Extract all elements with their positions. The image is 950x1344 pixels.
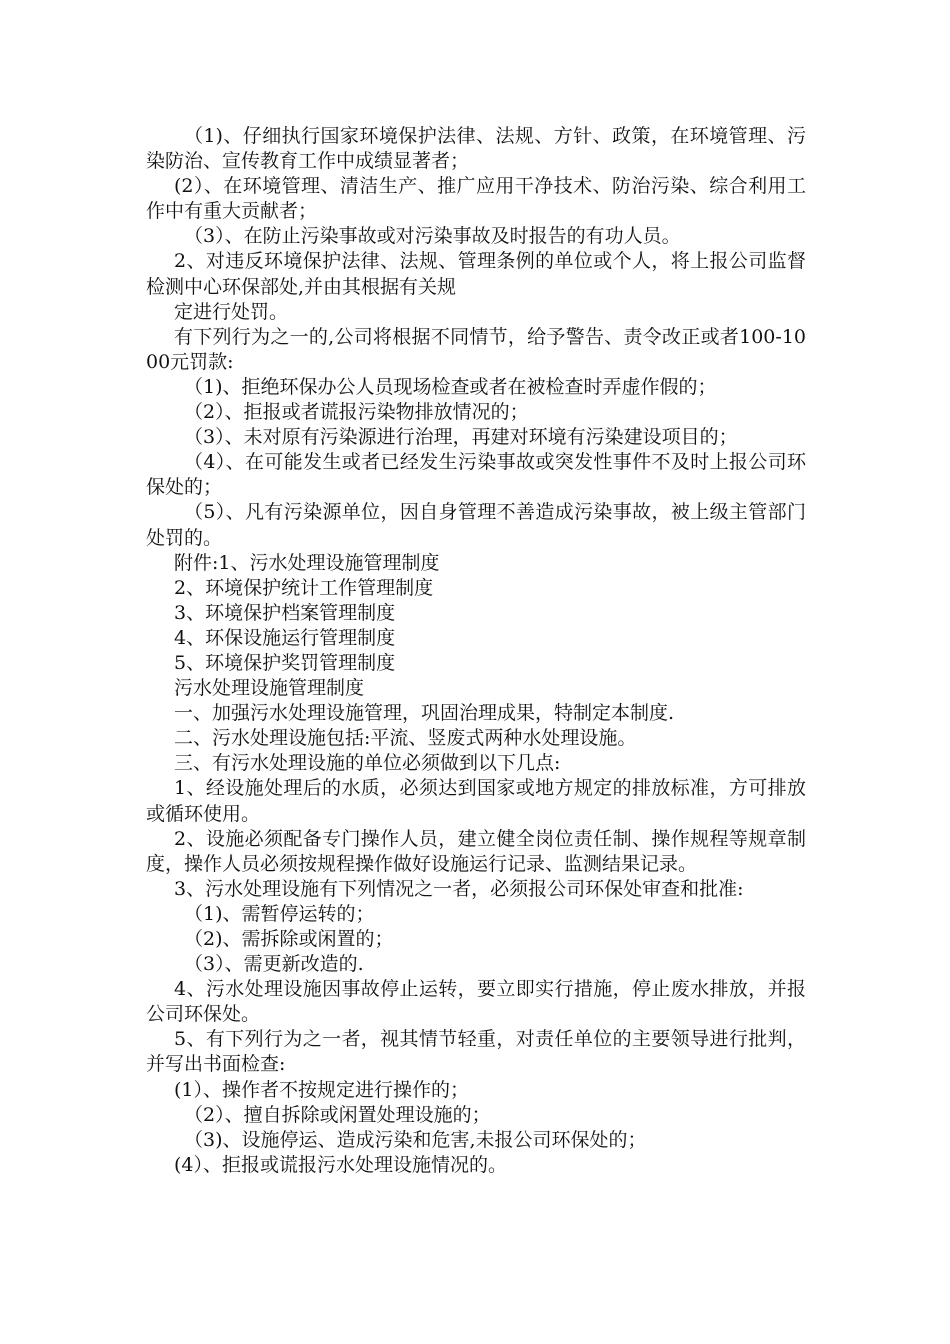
paragraph: 附件:1、污水处理设施管理制度 [174, 551, 440, 574]
paragraph: 3、环境保护档案管理制度 [174, 601, 396, 624]
paragraph: （2）、擅自拆除或闲置处理设施的； [184, 1103, 491, 1126]
paragraph: 2、对违反环境保护法律、法规、管理条例的单位或个人，将上报公司监督检测中心环保部处,并由其根据有关规 [146, 250, 806, 298]
paragraph: 4、环保设施运行管理制度 [174, 626, 396, 649]
paragraph: （2)、需拆除或闲置的； [184, 928, 394, 950]
paragraph: 2、设施必须配备专门操作人员，建立健全岗位责任制、操作规程等规章制度，操作人员必须按规程操作做好设施运行记录、监测结果记录。 [146, 827, 806, 875]
paragraph: 二、污水处理设施包括:平流、竖废式两种水处理设施。 [174, 727, 637, 750]
paragraph: 1、经设施处理后的水质，必须达到国家或地方规定的排放标准，方可排放或循环使用。 [146, 777, 806, 825]
paragraph: 污水处理设施管理制度 [174, 677, 365, 700]
paragraph: （5）、凡有污染源单位，因自身管理不善造成污染事故，被上级主管部门处罚的。 [146, 501, 806, 549]
paragraph: （3）、未对原有污染源进行治理，再建对环境有污染建设项目的； [184, 426, 738, 449]
paragraph: （4）、在可能发生或者已经发生污染事故或突发性事件不及时上报公司环保处的； [146, 451, 806, 499]
paragraph: 有下列行为之一的,公司将根据不同情节，给予警告、责令改正或者100-1000元罚款: [146, 325, 806, 373]
paragraph: （1)、仔细执行国家环境保护法律、法规、方针、政策，在环境管理、污染防治、宣传教育工作中成绩显著者； [146, 125, 806, 173]
paragraph: (1）、操作者不按规定进行操作的； [174, 1078, 470, 1101]
paragraph: 5、环境保护奖罚管理制度 [174, 651, 396, 674]
paragraph: 三、有污水处理设施的单位必须做到以下几点: [174, 752, 561, 775]
paragraph: （1)、需暂停运转的； [184, 902, 375, 925]
paragraph: 定进行处罚。 [174, 300, 289, 323]
paragraph: 5、有下列行为之一者，视其情节轻重，对责任单位的主要领导进行批判，并写出书面检查: [146, 1028, 806, 1076]
paragraph: 3、污水处理设施有下列情况之一者，必须报公司环保处审查和批准: [174, 877, 744, 900]
paragraph: (4）、拒报或谎报污水处理设施情况的。 [174, 1153, 508, 1176]
paragraph: （2）、拒报或者谎报污染物排放情况的； [184, 401, 529, 424]
paragraph: 2、环境保护统计工作管理制度 [174, 576, 434, 599]
paragraph: 一、加强污水处理设施管理，巩固治理成果，特制定本制度. [174, 702, 675, 725]
paragraph: (2）、在环境管理、清洁生产、推广应用干净技术、防治污染、综合利用工作中有重大贡献者； [146, 175, 806, 223]
paragraph: （3）、在防止污染事故或对污染事故及时报告的有功人员。 [184, 225, 681, 248]
paragraph: （1)、拒绝环保办公人员现场检查或者在被检查时弄虚作假的； [184, 375, 717, 398]
document-body [146, 124, 806, 1178]
paragraph: （3)、设施停运、造成污染和危害,未报公司环保处的； [184, 1128, 647, 1151]
paragraph: （3）、需更新改造的. [184, 953, 364, 976]
paragraph: 4、污水处理设施因事故停止运转，要立即实行措施，停止废水排放，并报公司环保处。 [146, 978, 806, 1026]
